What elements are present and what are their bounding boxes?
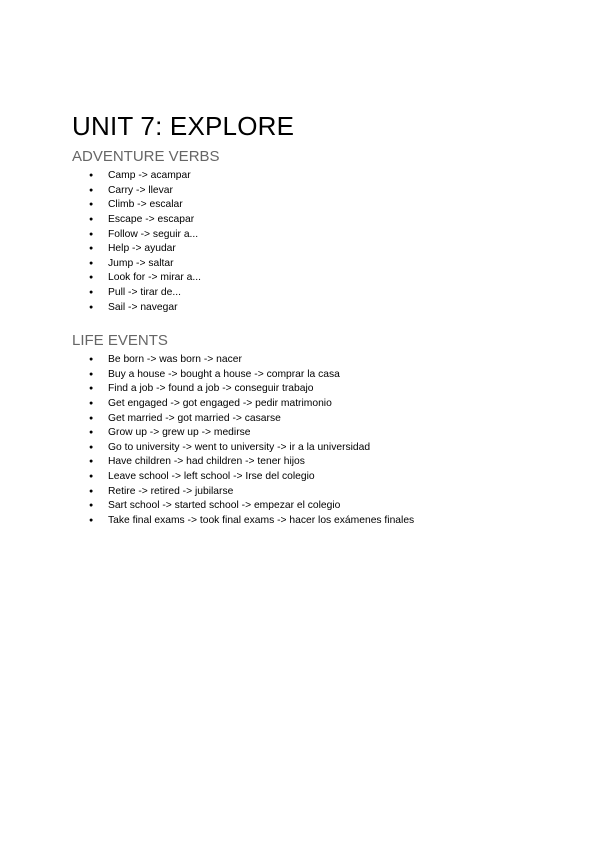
list-item-text: Carry -> llevar: [108, 184, 173, 196]
bullet-icon: ●: [89, 274, 94, 282]
bullet-icon: ●: [89, 259, 94, 267]
bullet-icon: ●: [89, 303, 94, 311]
bullet-icon: ●: [89, 186, 94, 194]
list-item-text: Have children -> had children -> tener hijos: [108, 456, 305, 468]
list-item-text: Get married -> got married -> casarse: [108, 412, 281, 424]
bullet-icon: ●: [89, 215, 94, 223]
page-title: UNIT 7: EXPLORE: [72, 111, 295, 141]
bullet-icon: ●: [89, 230, 94, 238]
list-item-text: Be born -> was born -> nacer: [108, 354, 242, 365]
list-item-text: Sail -> navegar: [108, 301, 178, 313]
bullet-icon: ●: [89, 356, 94, 363]
section-heading-life-events: LIFE EVENTS: [72, 332, 168, 349]
bullet-icon: ●: [89, 458, 94, 466]
bullet-icon: ●: [89, 414, 94, 422]
list-item-text: Climb -> escalar: [108, 199, 183, 211]
list-item-text: Grow up -> grew up -> medirse: [108, 427, 251, 439]
list-item-text: Go to university -> went to university -> ir a la universidad: [108, 441, 371, 453]
list-item-text: Follow -> seguir a...: [108, 228, 199, 240]
bullet-icon: ●: [89, 245, 94, 253]
list-item-text: Retire -> retired -> jubilarse: [108, 485, 234, 497]
bullet-icon: ●: [89, 429, 94, 437]
list-item-text: Take final exams -> took final exams -> hacer los exámenes finales: [108, 515, 415, 527]
bullet-icon: ●: [89, 289, 94, 297]
list-item-text: Buy a house -> bought a house -> comprar la casa: [108, 368, 340, 380]
bullet-icon: ●: [89, 201, 94, 209]
bullet-icon: ●: [89, 443, 94, 451]
bullet-icon: ●: [89, 517, 94, 525]
bullet-icon: ●: [89, 473, 94, 481]
list-item-text: Look for -> mirar a...: [108, 272, 201, 284]
list-item-text: Leave school -> left school -> Irse del colegio: [108, 471, 315, 483]
list-item-text: Camp -> acampar: [108, 170, 191, 181]
bullet-icon: ●: [89, 370, 94, 378]
bullet-icon: ●: [89, 487, 94, 495]
bullet-icon: ●: [89, 502, 94, 510]
list-item-text: Jump -> saltar: [108, 257, 174, 269]
list-item-text: Sart school -> started school -> empezar el colegio: [108, 500, 341, 512]
list-item-text: Help -> ayudar: [108, 243, 176, 255]
section-heading-adventure-verbs: ADVENTURE VERBS: [72, 148, 220, 165]
list-item-text: Get engaged -> got engaged -> pedir matrimonio: [108, 397, 332, 409]
list-item-text: Pull -> tirar de...: [108, 287, 181, 299]
bullet-icon: ●: [89, 399, 94, 407]
list-item-text: Find a job -> found a job -> conseguir trabajo: [108, 383, 314, 395]
bullet-icon: ●: [89, 172, 94, 179]
bullet-icon: ●: [89, 385, 94, 393]
list-item-text: Escape -> escapar: [108, 213, 195, 225]
